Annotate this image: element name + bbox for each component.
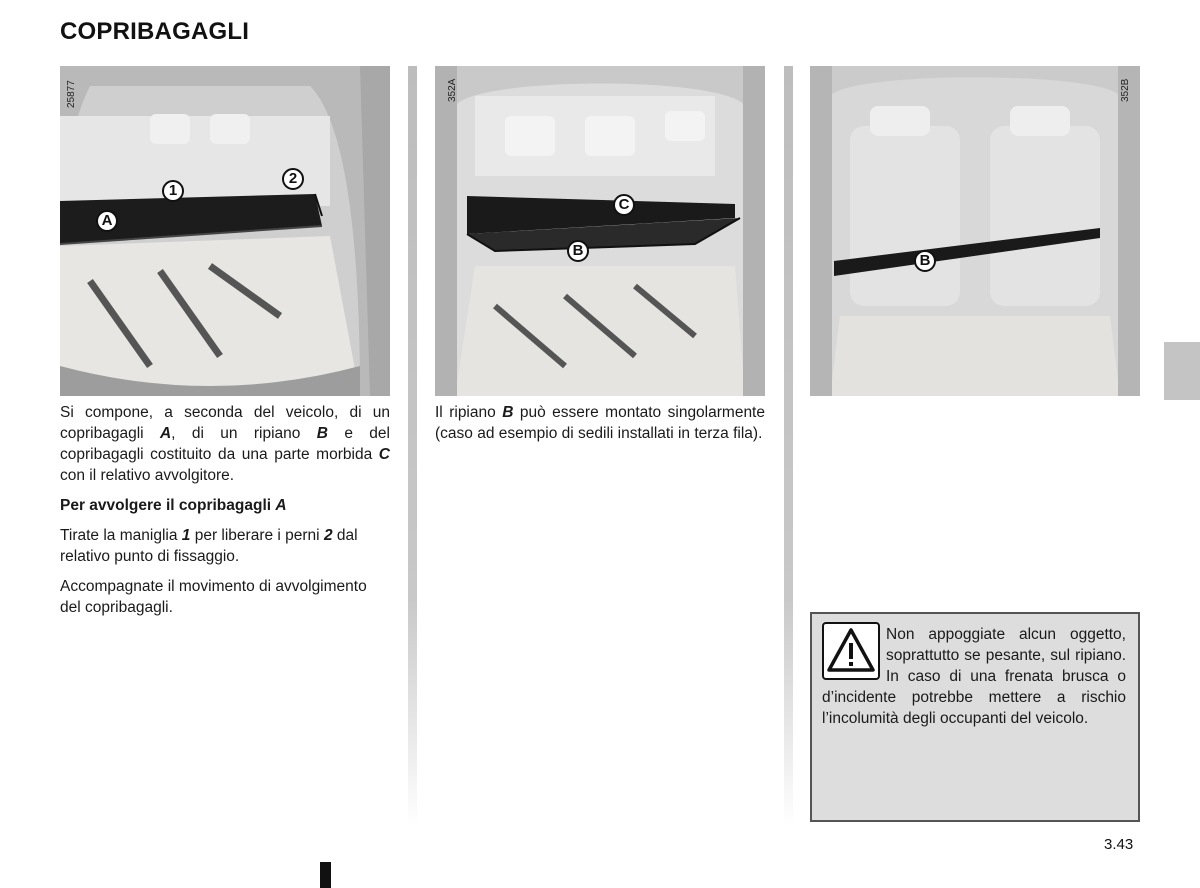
reference-letter: B xyxy=(502,404,514,421)
step-paragraph: Accompagnate il movimento di avvolgimento del copribagagli. xyxy=(60,578,367,616)
subheading-text: Per avvolgere il copribagagli xyxy=(60,497,276,514)
text-run: per liberare i perni xyxy=(190,527,324,544)
photo-illustration xyxy=(435,66,765,396)
text-run: con il relativo avvolgitore. xyxy=(60,467,235,484)
reference-letter: B xyxy=(316,425,328,442)
step-paragraph xyxy=(60,525,390,567)
text-run: Il ripiano xyxy=(435,404,503,421)
column-divider xyxy=(784,66,793,826)
text-run: , di un ripiano xyxy=(171,425,317,442)
bottom-mark xyxy=(320,862,331,888)
callout-1: 1 xyxy=(162,180,184,202)
warning-text: Non appoggiate alcun oggetto, soprattutto se pesante, sul ripiano. In caso di una frenata brusca o d’incidente potrebbe mettere a rischio l’incolumità degli occupanti del veicolo. xyxy=(822,626,1126,727)
text-run: Si compone, a seconda del veicolo, di un copribagagli xyxy=(60,404,390,442)
subheading-ref: A xyxy=(275,497,287,514)
callout-2: 2 xyxy=(282,168,304,190)
photo-luggage-cover-a xyxy=(60,66,390,396)
callout-a: A xyxy=(96,210,118,232)
callout-c: C xyxy=(613,194,635,216)
photo-shelf-b-alone xyxy=(810,66,1140,396)
text-run: e del copribagagli costituito da una parte morbida xyxy=(60,425,390,463)
photo-code: 352B xyxy=(1120,78,1131,102)
shelf-paragraph xyxy=(435,402,765,444)
intro-paragraph xyxy=(60,402,390,486)
subheading xyxy=(60,495,390,516)
photo-code: 352A xyxy=(447,78,458,102)
callout-b: B xyxy=(914,250,936,272)
photo-code: 25877 xyxy=(66,80,77,108)
callout-b: B xyxy=(567,240,589,262)
warning-text-block xyxy=(822,624,1126,729)
text-run: Tirate la maniglia xyxy=(60,527,182,544)
column-1-text xyxy=(60,402,390,627)
column-divider xyxy=(408,66,417,826)
page-number: 3.43 xyxy=(1104,836,1134,853)
photo-shelf-b-with-cover-c xyxy=(435,66,765,396)
section-tab-marker xyxy=(1164,342,1200,400)
reference-letter: C xyxy=(378,446,390,463)
column-2-text xyxy=(435,402,765,453)
text-run: dal relativo punto di fissaggio. xyxy=(60,527,358,565)
reference-letter: 2 xyxy=(323,527,333,544)
page-title: COPRIBAGAGLI xyxy=(60,18,250,45)
text-run: può essere montato singolarmente (caso ad esempio di sedili installati in terza fila). xyxy=(435,404,765,442)
reference-letter: A xyxy=(159,425,172,442)
reference-letter: 1 xyxy=(181,527,191,544)
photo-illustration xyxy=(810,66,1140,396)
